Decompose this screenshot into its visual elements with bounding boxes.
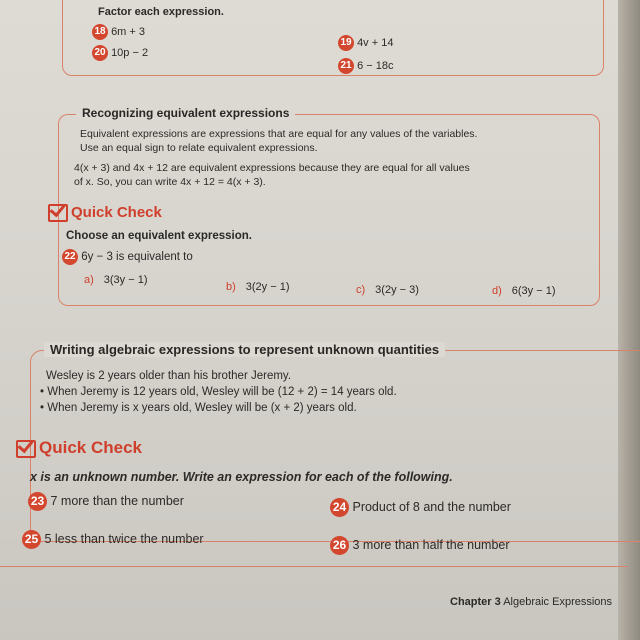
bullet-item-2: • When Jeremy is x years old, Wesley will be (x + 2) years old. [40, 402, 357, 414]
unknown-number-instruction: x is an unknown number. Write an expression for each of the following. [30, 470, 453, 484]
question-text: 5 less than twice the number [44, 531, 204, 546]
exercise-18 [92, 24, 145, 40]
chapter-number: 3 [494, 596, 501, 608]
option-text: 6(3y − 1) [511, 285, 556, 297]
choose-instruction: Choose an equivalent expression. [66, 230, 252, 242]
option-d[interactable] [492, 285, 556, 297]
chapter-label: Chapter [450, 596, 492, 608]
exercise-expression: 6m + 3 [111, 25, 145, 38]
exercise-number: 19 [338, 35, 354, 51]
quick-check-heading-2 [16, 438, 142, 458]
question-25 [22, 530, 204, 549]
exercise-number: 18 [92, 24, 108, 40]
checkmark-icon [48, 204, 68, 222]
exercise-number: 21 [338, 58, 354, 74]
question-number: 22 [62, 249, 78, 265]
section-title-equivalent: Recognizing equivalent expressions [76, 106, 295, 120]
option-text: 3(2y − 1) [245, 281, 290, 293]
quick-check-label: Quick Check [71, 204, 162, 221]
question-number: 25 [22, 530, 41, 549]
question-23 [28, 492, 184, 511]
question-22 [62, 249, 193, 265]
option-letter: d) [492, 285, 502, 297]
option-b[interactable] [226, 281, 290, 293]
question-text: 6y − 3 is equivalent to [81, 251, 193, 264]
option-letter: b) [226, 281, 236, 293]
question-text: Product of 8 and the number [352, 499, 511, 514]
equivalent-example-line2: of x. So, you can write 4x + 12 = 4(x + 3). [74, 176, 266, 188]
question-text: 3 more than half the number [352, 537, 510, 552]
question-number: 26 [330, 536, 349, 555]
section-title-writing: Writing algebraic expressions to represent unknown quantities [44, 342, 445, 357]
exercise-expression: 4v + 14 [357, 36, 394, 49]
exercise-expression: 10p − 2 [111, 46, 149, 59]
exercise-21 [338, 58, 393, 74]
page-edge [618, 0, 640, 640]
wesley-intro: Wesley is 2 years older than his brother Jeremy. [46, 370, 292, 382]
quick-check-heading-1 [48, 204, 162, 222]
exercise-19 [338, 35, 393, 51]
option-letter: c) [356, 284, 366, 296]
equivalent-definition-line2: Use an equal sign to relate equivalent expressions. [80, 142, 318, 154]
option-text: 3(3y − 1) [103, 274, 148, 286]
option-letter: a) [84, 274, 94, 286]
option-c[interactable] [356, 284, 419, 296]
question-number: 23 [28, 492, 47, 511]
exercise-number: 20 [92, 45, 108, 61]
quick-check-label: Quick Check [39, 438, 142, 457]
equivalent-example-line1: 4(x + 3) and 4x + 12 are equivalent expressions because they are equal for all values [74, 162, 470, 174]
question-text: 7 more than the number [50, 493, 184, 508]
equivalent-definition-line1: Equivalent expressions are expressions that are equal for any values of the variables. [80, 128, 478, 140]
exercise-expression: 6 − 18c [357, 59, 394, 72]
option-a[interactable] [84, 274, 148, 286]
question-number: 24 [330, 498, 349, 517]
question-26 [330, 536, 510, 555]
page-footer [450, 596, 612, 608]
bullet-item-1: • When Jeremy is 12 years old, Wesley will be (12 + 2) = 14 years old. [40, 386, 397, 398]
chapter-title: Algebraic Expressions [503, 596, 613, 608]
footer-divider [0, 566, 628, 567]
option-text: 3(2y − 3) [375, 284, 419, 296]
exercise-20 [92, 45, 148, 61]
checkmark-icon [16, 440, 36, 458]
factor-instruction: Factor each expression. [98, 6, 224, 18]
question-24 [330, 498, 511, 517]
